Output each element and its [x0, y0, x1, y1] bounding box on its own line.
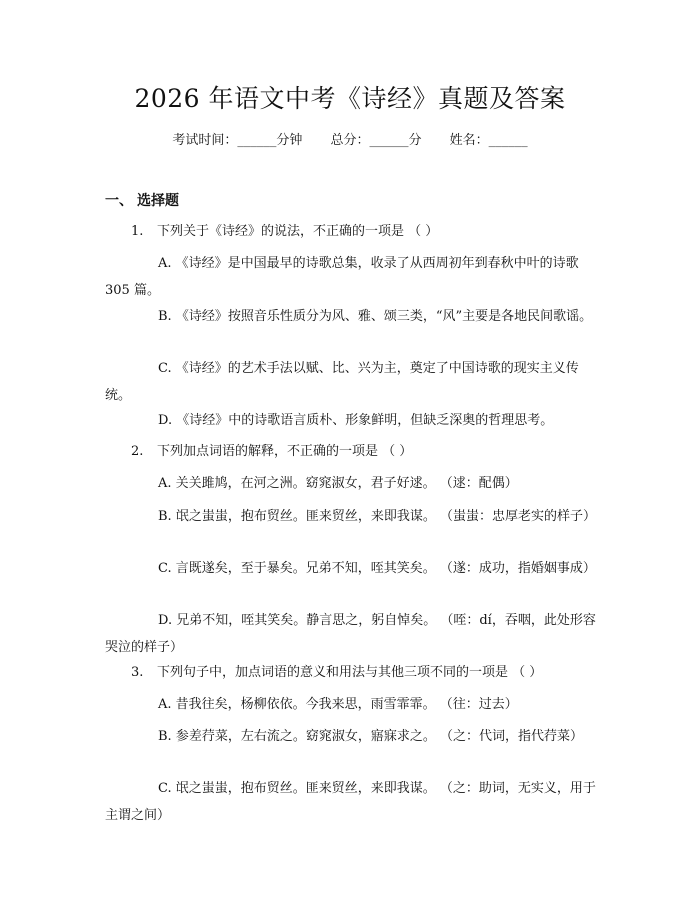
option-text: B. 《诗经》按照音乐性质分为风、雅、颂三类，“风”主要是各地民间歌谣。 — [158, 309, 593, 324]
question-1-option-a — [105, 250, 603, 304]
question-2-option-a — [105, 470, 603, 497]
option-text: A. 昔我往矣，杨柳依依。今我来思，雨雪霏霏。 （往：过去） — [158, 697, 518, 712]
section-label: 选择题 — [137, 193, 179, 209]
question-2 — [105, 438, 603, 465]
question-3-option-b — [105, 723, 603, 750]
question-stem — [105, 218, 603, 245]
question-text: 下列关于《诗经》的说法，不正确的一项是 （ ） — [157, 224, 439, 239]
option-text: A. 关关雎鸠，在河之洲。窈窕淑女，君子好逑。 （逑：配偶） — [158, 476, 518, 491]
question-2-option-d — [105, 607, 603, 661]
question-1-option-b — [105, 303, 603, 330]
question-number: 1. — [131, 224, 144, 239]
section-number: 一、 — [105, 193, 133, 209]
question-1-option-c — [105, 355, 603, 409]
option-text: A. 《诗经》是中国最早的诗歌总集，收录了从西周初年到春秋中叶的诗歌 305 篇。 — [105, 256, 579, 298]
option-text: D. 兄弟不知，咥其笑矣。静言思之，躬自悼矣。 （咥：dí，吞咽，此处形容哭泣的样子） — [105, 613, 596, 655]
page-title: 2026 年语文中考《诗经》真题及答案 — [134, 84, 566, 113]
option-text: D. 《诗经》中的诗歌语言质朴、形象鲜明，但缺乏深奥的哲理思考。 — [158, 413, 554, 428]
option-text: B. 氓之蚩蚩，抱布贸丝。匪来贸丝，来即我谋。 （蚩蚩：忠厚老实的样子） — [158, 509, 596, 524]
question-number: 2. — [131, 444, 144, 459]
question-2-option-b — [105, 503, 603, 530]
question-2-option-c — [105, 555, 603, 582]
question-3 — [105, 659, 603, 686]
total-score-field: 总分：______分 — [330, 133, 422, 148]
option-text: C. 《诗经》的艺术手法以赋、比、兴为主，奠定了中国诗歌的现实主义传统。 — [105, 361, 579, 403]
question-stem — [105, 659, 603, 686]
option-text: C. 言既遂矣，至于暴矣。兄弟不知，咥其笑矣。 （遂：成功，指婚姻事成） — [158, 561, 596, 576]
option-text: B. 参差荇菜，左右流之。窈窕淑女，寤寐求之。 （之：代词，指代荇菜） — [158, 729, 583, 744]
question-1-option-d — [105, 407, 603, 434]
exam-info-line — [0, 130, 700, 152]
question-text: 下列加点词语的解释，不正确的一项是 （ ） — [157, 444, 413, 459]
question-stem — [105, 438, 603, 465]
question-number: 3. — [131, 665, 144, 680]
exam-time-field: 考试时间：______分钟 — [172, 133, 303, 148]
student-name-field: 姓名：______ — [449, 133, 528, 148]
question-1 — [105, 218, 603, 245]
section-heading-choice — [105, 190, 179, 212]
option-text: C. 氓之蚩蚩，抱布贸丝。匪来贸丝，来即我谋。 （之：助词，无实义，用于主谓之间） — [105, 781, 596, 823]
question-3-option-a — [105, 691, 603, 718]
question-3-option-c — [105, 775, 603, 829]
question-text: 下列句子中，加点词语的意义和用法与其他三项不同的一项是 （ ） — [157, 665, 543, 680]
